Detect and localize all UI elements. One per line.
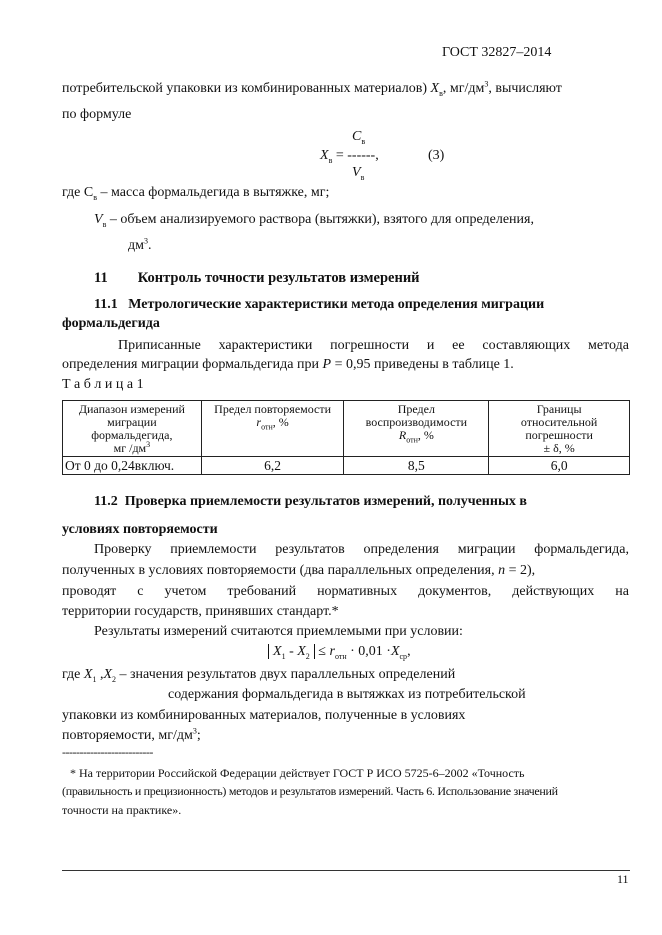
footnote-line-1: * На территории Российской Федерации действует ГОСТ Р ИСО 5725-6–2002 «Точность [70,766,525,780]
section-11-1-heading-cont: формальдегида [62,316,160,331]
table-1 [62,400,630,475]
table-cell-error-bounds: 6,0 [489,457,630,475]
where-v-cont: $дм^3$. [128,236,152,253]
where-c: где $C_в$ – масса формальдегида в вытяжке, мг; [62,185,330,202]
footer-rule [62,870,630,871]
intro-line-2: по формуле [62,107,132,122]
footnote-line-2: (правильность и прецизионность) методов и результатов измерений. Часть 6. Использование значений [62,784,558,798]
definition-line-1: где $X_1$ $,X_2$ – значения результатов двух параллельных определений [62,667,456,684]
formula-numerator: $C_в$ [352,129,366,146]
section-11-1-para-line-1: Приписанные характеристики погрешности и ее составляющих метода [118,338,629,353]
table-cell-reproducibility: 8,5 [344,457,489,475]
table-cell-repeatability: 6,2 [201,457,344,475]
definition-line-4: повторяемости, $мг/дм^3$; [62,726,201,743]
section-11-1-heading: 11.1 Метрологические характеристики метода определения миграции [94,297,545,312]
definition-line-3: упаковки из комбинированных материалов, полученные в условиях [62,708,466,723]
section-11-2-para1-line-1: Проверку приемлемости результатов определения миграции формальдегида, [94,542,629,557]
table-cell-range: От 0 до 0,24включ. [63,457,202,475]
formula-denominator: $V_в$ [352,165,365,182]
section-11-2-para2: Результаты измерений считаются приемлемыми при условии: [94,624,463,639]
standard-header: ГОСТ 32827–2014 [442,45,552,60]
footnote-line-3: точности на практике». [62,803,182,817]
where-v: $V_в$ – объем анализируемого раствора (вытяжки), взятого для определения, [94,212,534,229]
definition-line-2: содержания формальдегида в вытяжках из потребительской [168,687,526,702]
table-row [63,457,630,475]
table-header-row [63,401,630,457]
section-11-2-heading-cont: условиях повторяемости [62,522,218,537]
section-11-1-para-line-2: определения миграции формальдегида при P = 0,95 приведены в таблице 1. [62,357,514,372]
section-11-2-para1-line-2: полученных в условиях повторяемости (два параллельных определения, n = 2), [62,563,536,578]
formula-number: (3) [428,148,445,163]
acceptance-condition: $X_1 - X_2 \le r_{отн} \cdot 0,01 \cdot X_{ср}$, [268,643,411,660]
section-11-heading: 11 Контроль точности результатов измерений [94,270,420,286]
page-number: 11 [617,872,629,886]
table-header-repeatability: Предел повторяемости $r_{отн}$, % [201,401,344,457]
section-11-2-para1-line-4: территории государств, принявших стандарт.* [62,604,339,619]
table-header-error-bounds: Границы относительной погрешности ± δ, % [489,401,630,457]
section-11-2-heading: 11.2 Проверка приемлемости результатов измерений, полученных в [94,494,527,509]
footnote-separator: -------------------------- [62,745,153,759]
formula-main: $X_в$ = ------, [320,148,379,165]
table-header-range: Диапазон измерений миграции формальдегида, мг $/дм^3$ [63,401,202,457]
section-11-2-para1-line-3: проводят с учетом требований нормативных документов, действующих на [62,584,629,599]
table-caption: Т а б л и ц а 1 [62,377,144,392]
intro-line-1: потребительской упаковки из комбинированных материалов) $X_в$, $мг/дм^3$, вычисляют [62,79,562,98]
table-header-reproducibility: Предел воспроизводимости $R_{отн}$, % [344,401,489,457]
